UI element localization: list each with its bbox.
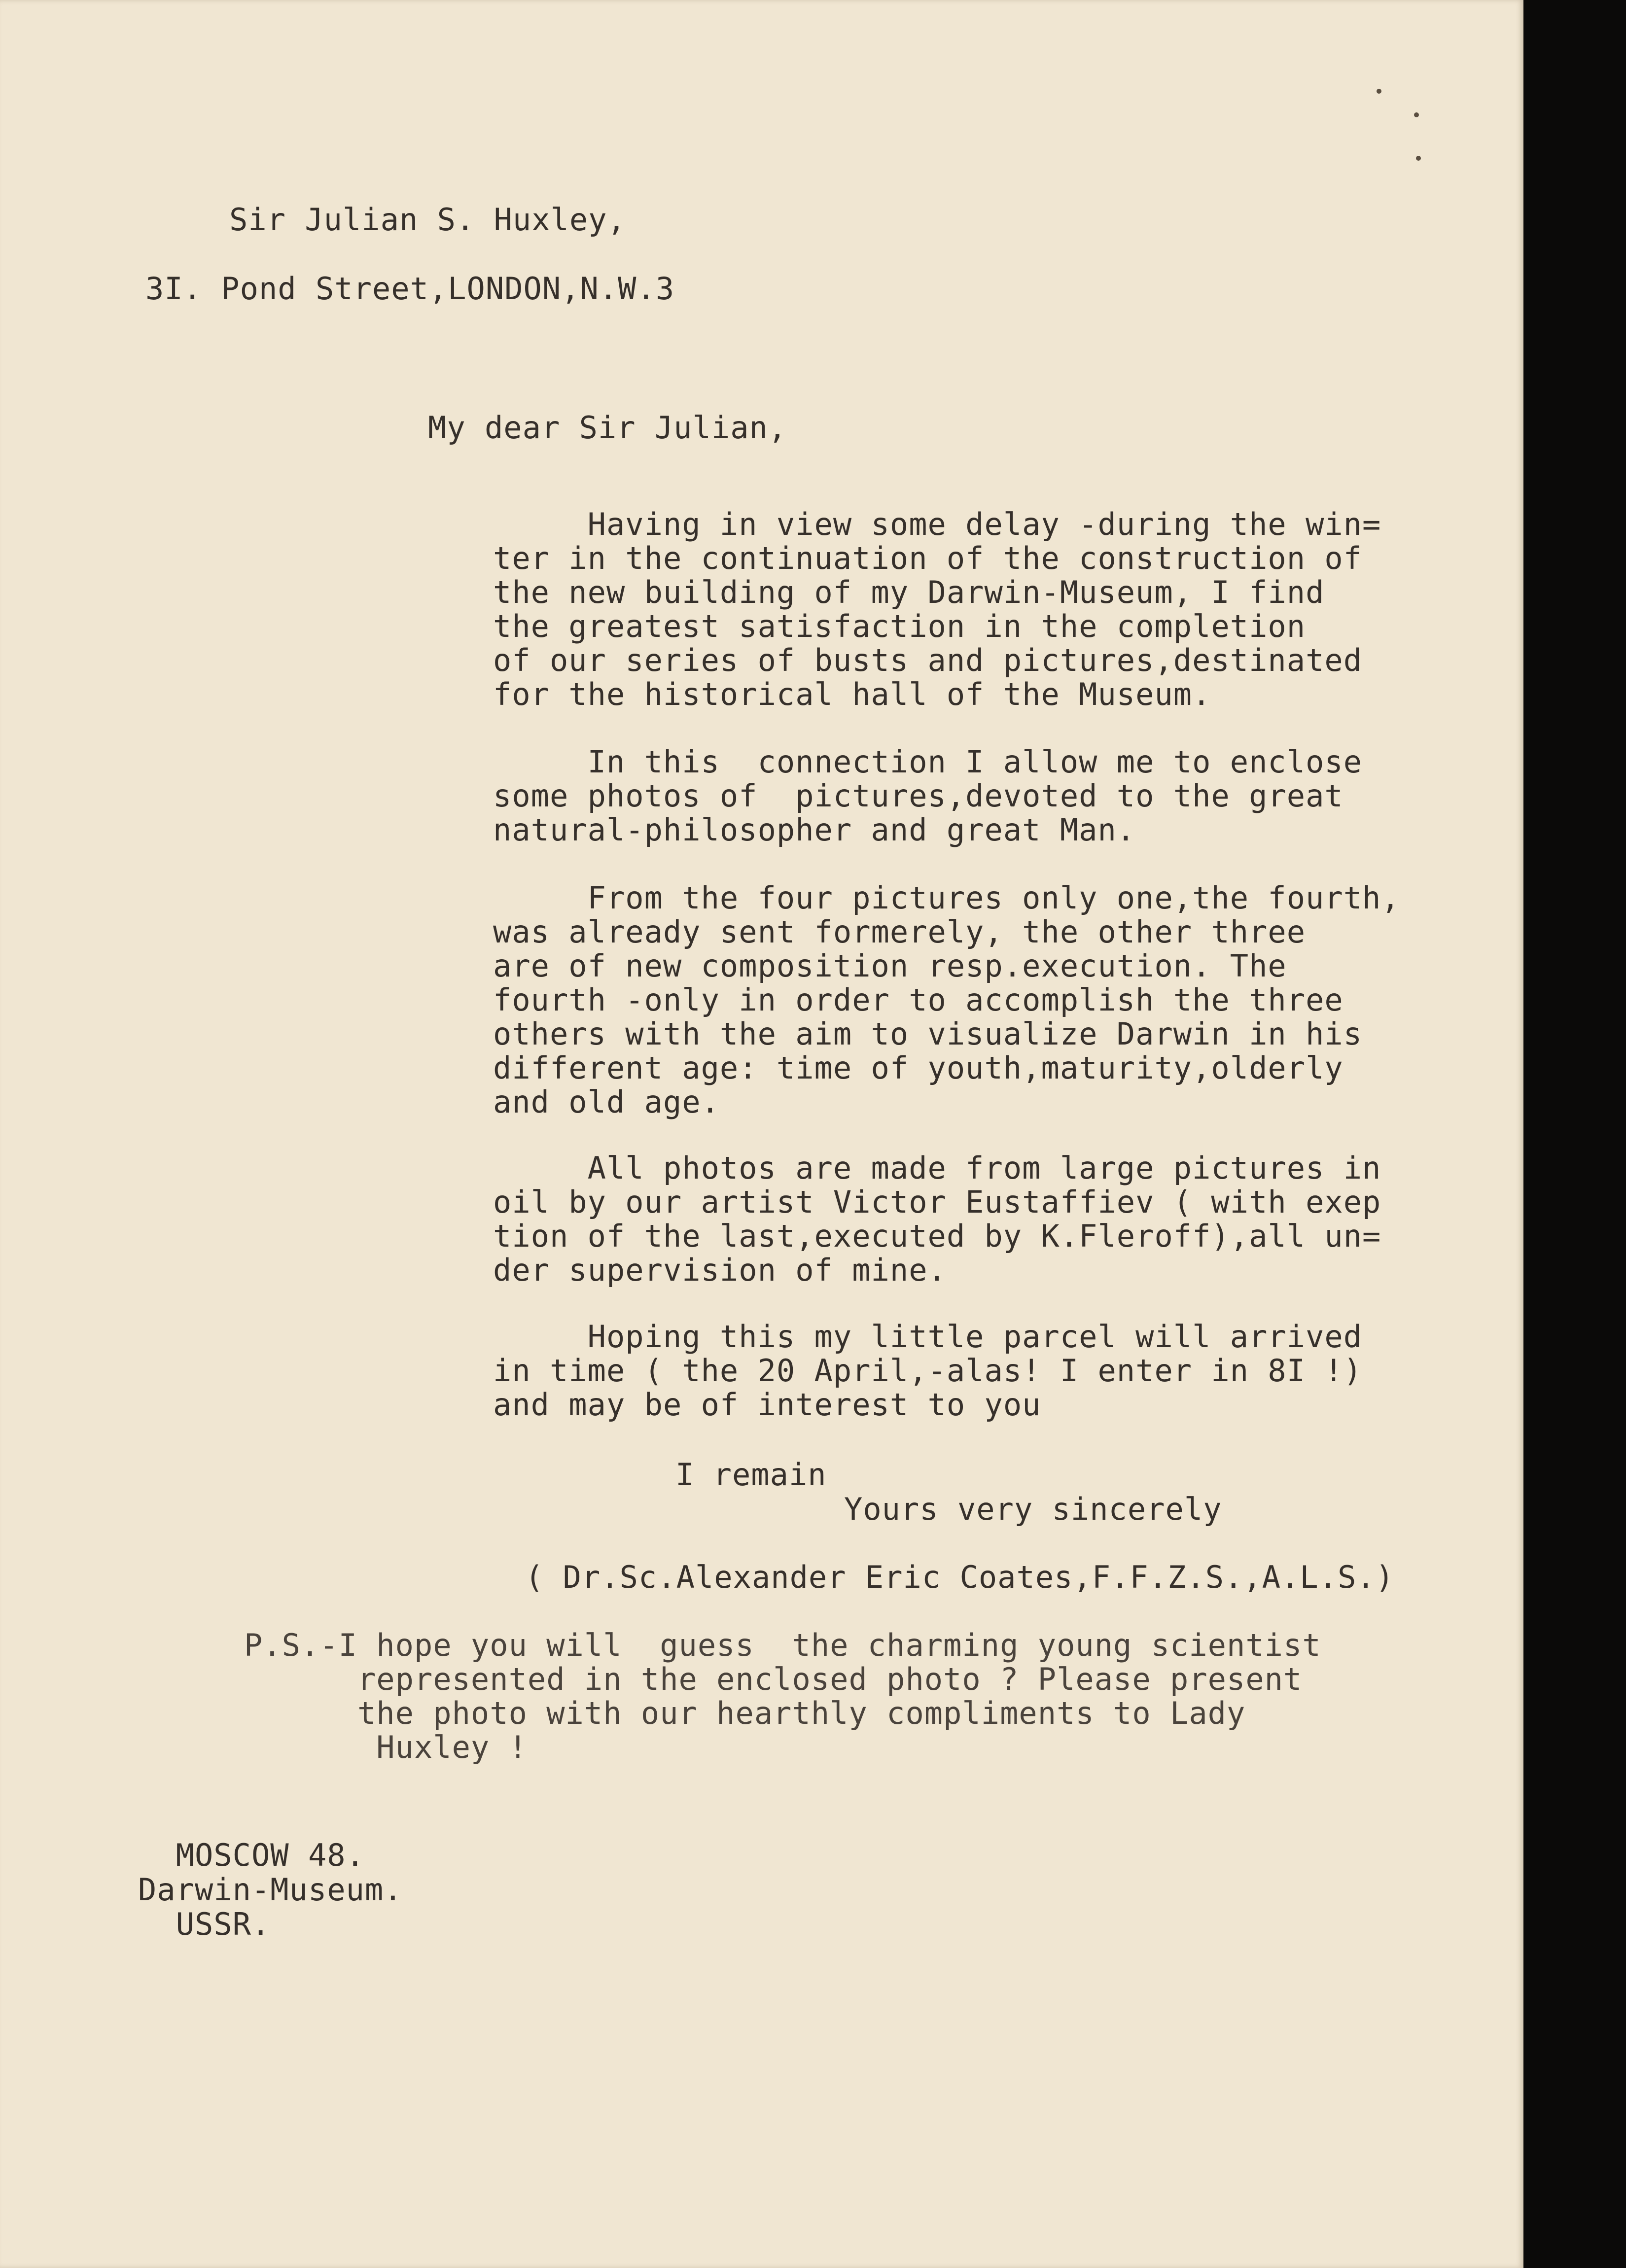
paragraph-line: different age: time of youth,maturity,olderly [493, 1050, 1343, 1086]
dark-background-edge [1523, 0, 1626, 2268]
paragraph-line: natural-philosopher and great Man. [493, 812, 1136, 848]
paper-speck [1414, 112, 1419, 117]
paragraph-line: In this connection I allow me to enclose [493, 744, 1363, 780]
paragraph-line: of our series of busts and pictures,destinated [493, 642, 1363, 678]
paper-speck [1377, 89, 1381, 94]
paragraph-line: are of new composition resp.execution. The [493, 948, 1287, 984]
paragraph-line: der supervision of mine. [493, 1252, 947, 1288]
paragraph-line: ter in the continuation of the construction of [493, 540, 1363, 576]
paper-speck [1416, 156, 1421, 161]
recipient-address: 3I. Pond Street,LONDON,N.W.3 [145, 271, 675, 307]
postscript-line: the photo with our hearthly compliments to Lady [244, 1695, 1246, 1731]
paragraph-line: Having in view some delay -during the win= [493, 506, 1381, 542]
paragraph-line: for the historical hall of the Museum. [493, 676, 1211, 712]
sender-address-line: USSR. [138, 1906, 271, 1942]
paragraph-line: in time ( the 20 April,-alas! I enter in 8I !) [493, 1353, 1363, 1389]
salutation: My dear Sir Julian, [428, 410, 787, 446]
paragraph-line: tion of the last,executed by K.Fleroff),all un= [493, 1218, 1381, 1254]
paragraph-line: oil by our artist Victor Eustaffiev ( with exep [493, 1184, 1381, 1220]
paragraph-line: the greatest satisfaction in the completion [493, 608, 1306, 644]
paragraph-line: fourth -only in order to accomplish the three [493, 982, 1343, 1018]
postscript-line: Huxley ! [244, 1729, 528, 1765]
signature: ( Dr.Sc.Alexander Eric Coates,F.F.Z.S.,A.L.S.) [525, 1559, 1395, 1595]
paragraph-line: Hoping this my little parcel will arrived [493, 1319, 1363, 1355]
paragraph-line: and may be of interest to you [493, 1387, 1041, 1423]
sender-address-line: MOSCOW 48. [138, 1837, 365, 1873]
recipient-name: Sir Julian S. Huxley, [229, 202, 626, 238]
paragraph-line: the new building of my Darwin-Museum, I find [493, 574, 1325, 610]
paragraph-line: From the four pictures only one,the fourth, [493, 880, 1400, 916]
paragraph-line: and old age. [493, 1084, 720, 1120]
paragraph-line: some photos of pictures,devoted to the great [493, 778, 1343, 814]
paragraph-line: others with the aim to visualize Darwin in his [493, 1016, 1363, 1052]
postscript-line: P.S.-I hope you will guess the charming young scientist [244, 1627, 1321, 1663]
closing-remain: I remain [675, 1457, 827, 1493]
sender-address-line: Darwin-Museum. [138, 1872, 403, 1908]
paragraph-line: All photos are made from large pictures in [493, 1150, 1381, 1186]
paragraph-line: was already sent formerely, the other three [493, 914, 1306, 950]
postscript-line: represented in the enclosed photo ? Please present [244, 1661, 1303, 1697]
closing-sincerely: Yours very sincerely [844, 1491, 1222, 1527]
